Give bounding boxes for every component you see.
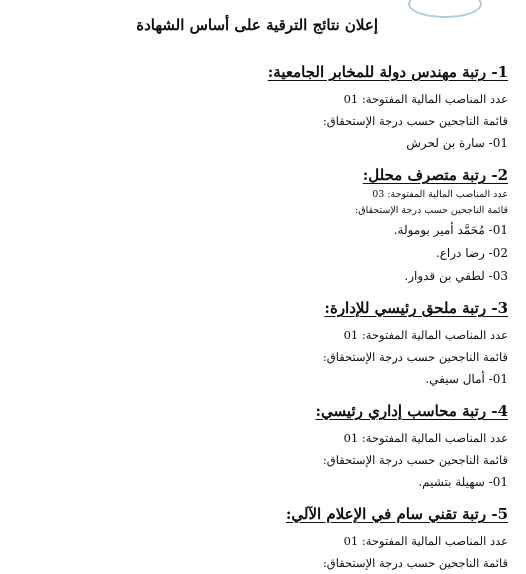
section-analyst-administrator bbox=[18, 163, 508, 288]
candidate-name: 01- سهيلة بتشيم. bbox=[418, 475, 508, 489]
sections-container bbox=[18, 60, 508, 574]
section-heading: 2- رتبة متصرف محلل: bbox=[362, 166, 508, 184]
section-heading: 3- رتبة ملحق رئيسي للإدارة: bbox=[324, 299, 508, 317]
section-heading: 1- رتبة مهندس دولة للمخابر الجامعية: bbox=[267, 63, 508, 81]
candidate-name: 03- لطفي بن قدوار. bbox=[404, 269, 508, 283]
stamp-seal bbox=[408, 0, 482, 18]
candidate-name: 01- مُحَمَّد أمير بومولة. bbox=[393, 223, 508, 237]
section-heading: 5- رتبة تقني سام في الإعلام الآلي: bbox=[285, 505, 508, 523]
open-positions-count: عدد المناصب المالية المفتوحة: 01 bbox=[343, 92, 508, 106]
merit-list-label: قائمة الناجحين حسب درجة الإستحقاق: bbox=[355, 205, 508, 216]
open-positions-count: عدد المناصب المالية المفتوحة: 03 bbox=[372, 189, 508, 200]
candidate-name: 02- رضا دراع. bbox=[435, 246, 508, 260]
open-positions-count: عدد المناصب المالية المفتوحة: 01 bbox=[343, 534, 508, 548]
candidate-name: 01- أمال سيفي. bbox=[425, 372, 508, 386]
section-admin-attache bbox=[18, 296, 508, 391]
open-positions-count: عدد المناصب المالية المفتوحة: 01 bbox=[343, 431, 508, 445]
page-title: إعلان نتائج الترقية على أساس الشهادة bbox=[136, 16, 378, 34]
section-heading: 4- رتبة محاسب إداري رئيسي: bbox=[315, 402, 508, 420]
merit-list-label: قائمة الناجحين حسب درجة الإستحقاق: bbox=[322, 114, 508, 128]
section-engineer bbox=[18, 60, 508, 155]
merit-list-label: قائمة الناجحين حسب درجة الإستحقاق: bbox=[322, 556, 508, 570]
candidate-name: 01- سارة بن لحرش bbox=[406, 136, 508, 150]
section-chief-accountant bbox=[18, 399, 508, 494]
merit-list-label: قائمة الناجحين حسب درجة الإستحقاق: bbox=[322, 453, 508, 467]
section-it-senior-technician bbox=[18, 502, 508, 574]
open-positions-count: عدد المناصب المالية المفتوحة: 01 bbox=[343, 328, 508, 342]
merit-list-label: قائمة الناجحين حسب درجة الإستحقاق: bbox=[322, 350, 508, 364]
